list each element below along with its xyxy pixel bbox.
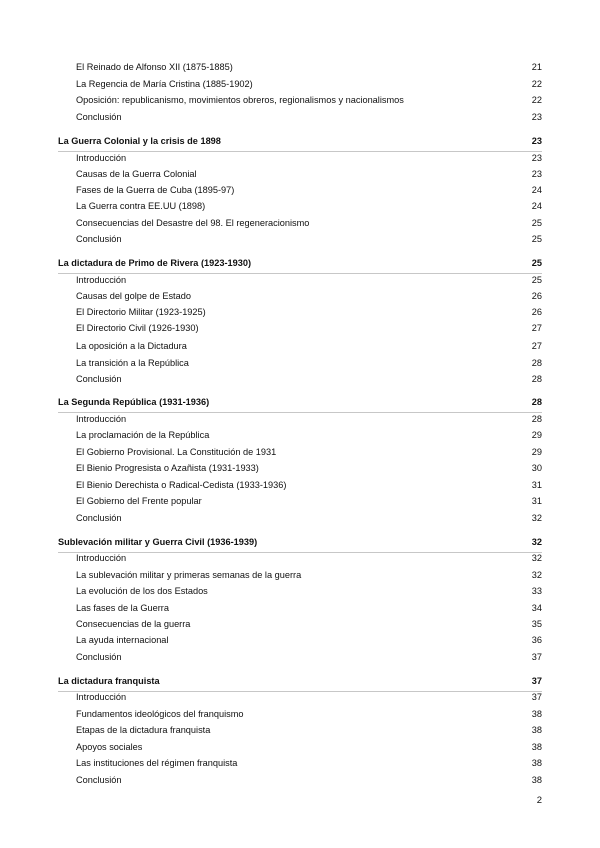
toc-entry[interactable] xyxy=(76,338,542,354)
toc-entry-page-number: 38 xyxy=(531,709,542,719)
toc-entry-title: Conclusión xyxy=(76,234,122,244)
toc-entry-page-number: 23 xyxy=(531,136,542,146)
toc-entry[interactable] xyxy=(76,722,542,738)
toc-entry[interactable] xyxy=(76,182,542,198)
toc-entry-page-number: 38 xyxy=(531,758,542,768)
toc-entry-page-number: 23 xyxy=(531,169,542,179)
toc-entry-page-number: 38 xyxy=(531,775,542,785)
toc-entry-title: Introducción xyxy=(76,414,127,424)
toc-entry-title: Oposición: republicanismo, movimientos obreros, regionalismos y nacionalismos xyxy=(76,95,404,105)
toc-entry-page-number: 28 xyxy=(531,374,542,384)
toc-entry-page-number: 27 xyxy=(531,323,542,333)
toc-section-entry[interactable] xyxy=(58,255,542,271)
toc-entry[interactable] xyxy=(76,755,542,771)
toc-entry-page-number: 24 xyxy=(531,185,542,195)
toc-entry-title: La oposición a la Dictadura xyxy=(76,341,187,351)
toc-entry-page-number: 38 xyxy=(531,725,542,735)
toc-entry-page-number: 23 xyxy=(531,153,542,163)
toc-entry[interactable] xyxy=(76,583,542,599)
toc-entry[interactable] xyxy=(76,477,542,493)
toc-entry-title: La proclamación de la República xyxy=(76,430,210,440)
toc-entry-title: Conclusión xyxy=(76,112,122,122)
toc-entry-title: El Directorio Militar (1923-1925) xyxy=(76,307,206,317)
toc-entry[interactable] xyxy=(76,59,542,75)
toc-entry-title: Consecuencias del Desastre del 98. El regeneracionismo xyxy=(76,218,310,228)
toc-entry-title: Consecuencias de la guerra xyxy=(76,619,191,629)
toc-entry[interactable] xyxy=(76,166,542,182)
toc-entry[interactable] xyxy=(76,550,542,566)
toc-entry[interactable] xyxy=(76,411,542,427)
toc-entry-title: Las fases de la Guerra xyxy=(76,603,169,613)
page-number: 2 xyxy=(536,795,542,806)
toc-entry-title: Fundamentos ideológicos del franquismo xyxy=(76,709,244,719)
toc-entry-title: La sublevación militar y primeras semanas de la guerra xyxy=(76,570,302,580)
toc-entry-title: Causas del golpe de Estado xyxy=(76,291,191,301)
toc-entry[interactable] xyxy=(76,649,542,665)
toc-entry-page-number: 36 xyxy=(531,635,542,645)
toc-entry[interactable] xyxy=(76,150,542,166)
toc-entry-page-number: 31 xyxy=(531,496,542,506)
toc-entry-page-number: 27 xyxy=(531,341,542,351)
toc-entry[interactable] xyxy=(76,215,542,231)
toc-entry[interactable] xyxy=(76,320,542,336)
toc-entry-page-number: 21 xyxy=(531,62,542,72)
toc-entry-title: Introducción xyxy=(76,692,127,702)
toc-section-entry[interactable] xyxy=(58,534,542,550)
toc-entry-page-number: 28 xyxy=(531,414,542,424)
toc-entry[interactable] xyxy=(76,427,542,443)
toc-entry-title: La Segunda República (1931-1936) xyxy=(58,397,210,407)
toc-entry-page-number: 25 xyxy=(531,218,542,228)
toc-entry-title: El Gobierno Provisional. La Constitución de 1931 xyxy=(76,447,277,457)
toc-entry[interactable] xyxy=(76,76,542,92)
toc-entry[interactable] xyxy=(76,600,542,616)
toc-entry-page-number: 30 xyxy=(531,463,542,473)
toc-entry-title: Conclusión xyxy=(76,374,122,384)
toc-entry[interactable] xyxy=(76,92,542,108)
toc-entry-title: El Directorio Civil (1926-1930) xyxy=(76,323,199,333)
toc-entry-page-number: 29 xyxy=(531,447,542,457)
toc-entry-title: La Guerra Colonial y la crisis de 1898 xyxy=(58,136,221,146)
toc-entry[interactable] xyxy=(76,460,542,476)
toc-entry-page-number: 28 xyxy=(531,358,542,368)
toc-entry[interactable] xyxy=(76,231,542,247)
toc-entry[interactable] xyxy=(76,567,542,583)
toc-entry-page-number: 25 xyxy=(531,275,542,285)
toc-entry[interactable] xyxy=(76,304,542,320)
toc-entry-page-number: 35 xyxy=(531,619,542,629)
toc-entry-title: Conclusión xyxy=(76,652,122,662)
toc-entry-title: La Regencia de María Cristina (1885-1902) xyxy=(76,79,253,89)
toc-entry-title: El Bienio Progresista o Azañista (1931-1933) xyxy=(76,463,259,473)
toc-entry-title: La dictadura franquista xyxy=(58,676,160,686)
toc-entry[interactable] xyxy=(76,616,542,632)
toc-entry-page-number: 26 xyxy=(531,291,542,301)
toc-section-entry[interactable] xyxy=(58,133,542,149)
toc-entry-title: Sublevación militar y Guerra Civil (1936-1939) xyxy=(58,537,258,547)
toc-section-entry[interactable] xyxy=(58,394,542,410)
toc-entry-title: Conclusión xyxy=(76,775,122,785)
toc-entry-page-number: 37 xyxy=(531,652,542,662)
toc-entry-title: Introducción xyxy=(76,275,127,285)
toc-entry-page-number: 32 xyxy=(531,553,542,563)
toc-section-entry[interactable] xyxy=(58,673,542,689)
toc-entry-page-number: 26 xyxy=(531,307,542,317)
toc-entry-title: La Guerra contra EE.UU (1898) xyxy=(76,201,206,211)
toc-entry-title: Conclusión xyxy=(76,513,122,523)
toc-entry[interactable] xyxy=(76,109,542,125)
toc-entry-title: El Bienio Derechista o Radical-Cedista (1933-1936) xyxy=(76,480,287,490)
toc-entry-title: La evolución de los dos Estados xyxy=(76,586,208,596)
toc-entry[interactable] xyxy=(76,198,542,214)
toc-entry-page-number: 22 xyxy=(531,95,542,105)
toc-entry[interactable] xyxy=(76,706,542,722)
toc-entry-page-number: 38 xyxy=(531,742,542,752)
toc-entry[interactable] xyxy=(76,444,542,460)
toc-entry[interactable] xyxy=(76,632,542,648)
toc-entry-page-number: 33 xyxy=(531,586,542,596)
toc-entry-title: Etapas de la dictadura franquista xyxy=(76,725,211,735)
toc-entry-title: Fases de la Guerra de Cuba (1895-97) xyxy=(76,185,235,195)
toc-entry-page-number: 34 xyxy=(531,603,542,613)
toc-entry[interactable] xyxy=(76,689,542,705)
toc-entry[interactable] xyxy=(76,510,542,526)
toc-entry[interactable] xyxy=(76,739,542,755)
toc-entry-page-number: 29 xyxy=(531,430,542,440)
toc-entry-page-number: 25 xyxy=(531,258,542,268)
toc-entry-page-number: 28 xyxy=(531,397,542,407)
toc-entry-page-number: 37 xyxy=(531,676,542,686)
toc-entry[interactable] xyxy=(76,355,542,371)
toc-entry[interactable] xyxy=(76,493,542,509)
toc-entry-page-number: 22 xyxy=(531,79,542,89)
toc-entry-page-number: 32 xyxy=(531,537,542,547)
toc-entry-title: La dictadura de Primo de Rivera (1923-1930) xyxy=(58,258,252,268)
toc-entry-page-number: 31 xyxy=(531,480,542,490)
toc-entry[interactable] xyxy=(76,272,542,288)
toc-entry-page-number: 32 xyxy=(531,513,542,523)
toc-entry[interactable] xyxy=(76,371,542,387)
toc-entry-title: Introducción xyxy=(76,553,127,563)
toc-entry-title: El Reinado de Alfonso XII (1875-1885) xyxy=(76,62,233,72)
toc-entry-page-number: 37 xyxy=(531,692,542,702)
toc-entry-title: Apoyos sociales xyxy=(76,742,143,752)
toc-entry[interactable] xyxy=(76,288,542,304)
toc-entry-title: Las instituciones del régimen franquista xyxy=(76,758,238,768)
toc-entry-page-number: 25 xyxy=(531,234,542,244)
toc-entry-title: El Gobierno del Frente popular xyxy=(76,496,202,506)
toc-entry-title: Causas de la Guerra Colonial xyxy=(76,169,197,179)
toc-entry-page-number: 24 xyxy=(531,201,542,211)
toc-entry-title: Introducción xyxy=(76,153,127,163)
toc-entry-page-number: 23 xyxy=(531,112,542,122)
toc-entry-page-number: 32 xyxy=(531,570,542,580)
toc-entry-title: La transición a la República xyxy=(76,358,189,368)
toc-entry[interactable] xyxy=(76,772,542,788)
toc-entry-title: La ayuda internacional xyxy=(76,635,169,645)
